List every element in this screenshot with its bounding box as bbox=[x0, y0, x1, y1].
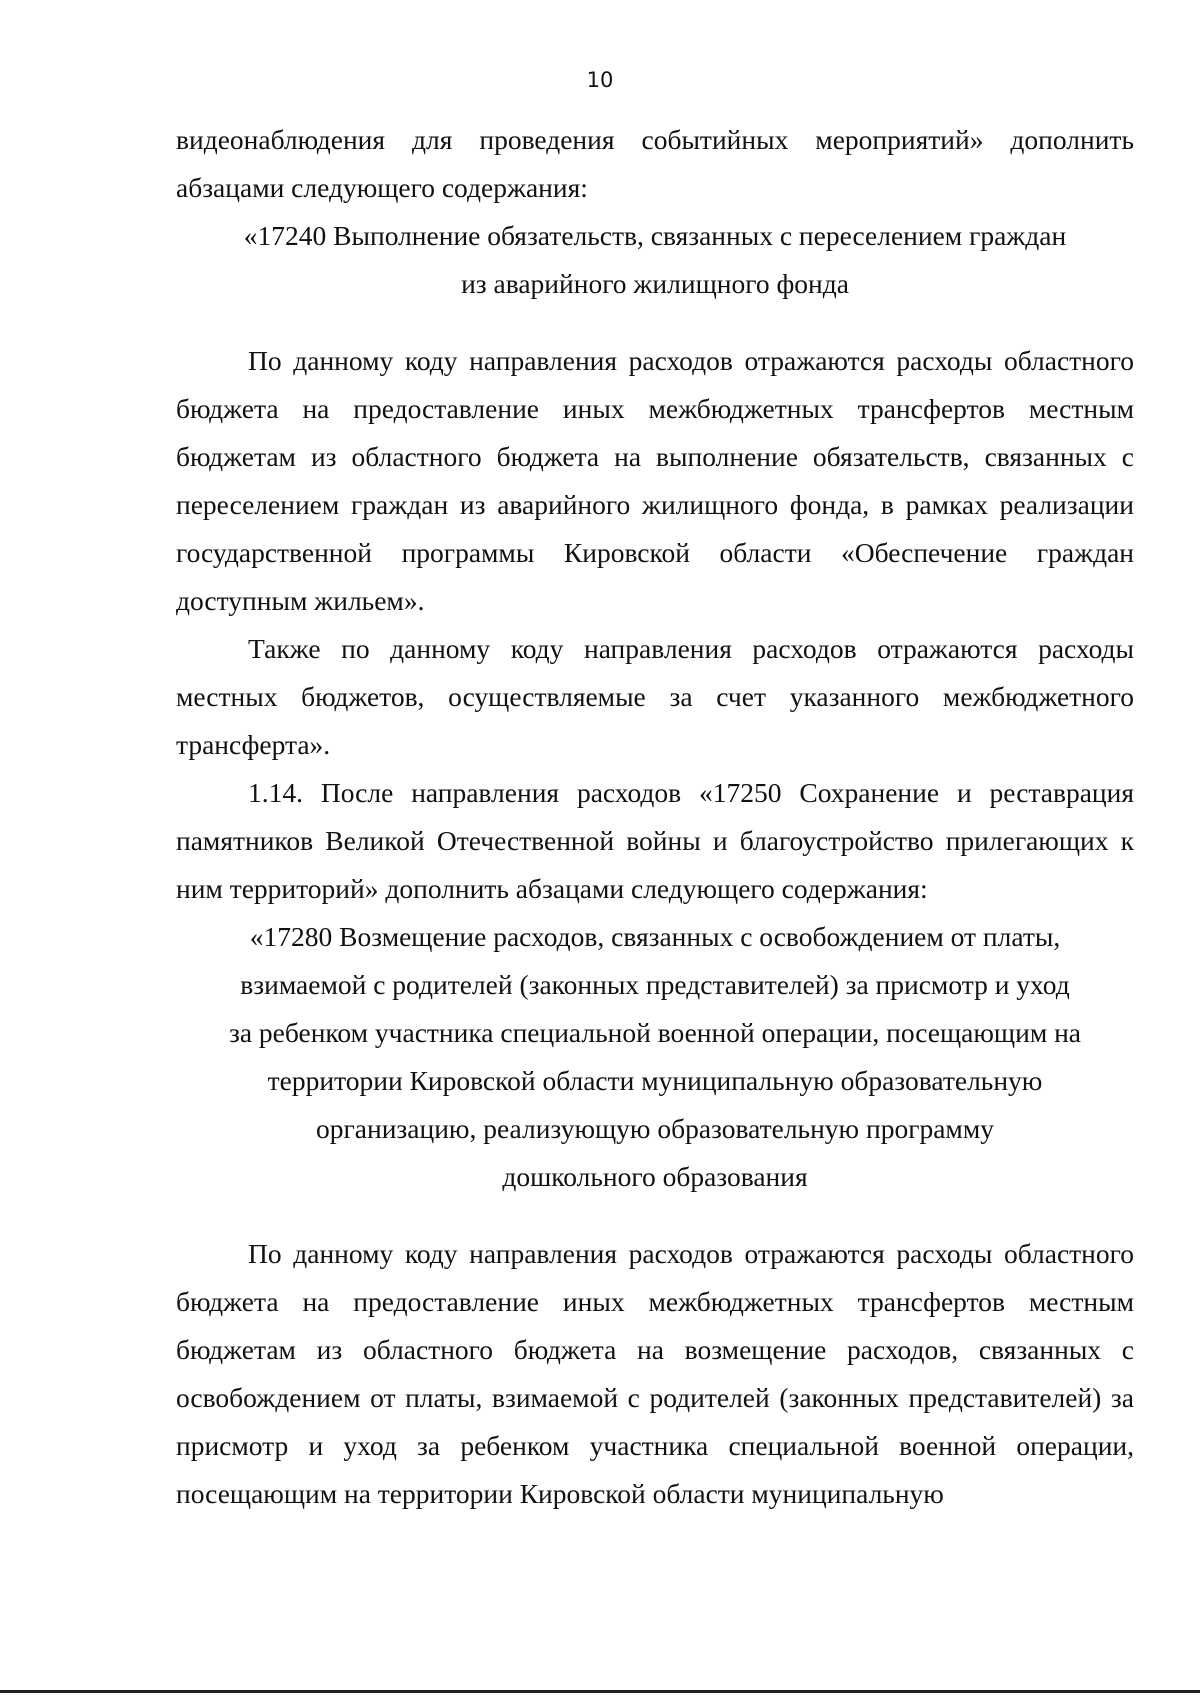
paragraph: Также по данному коду направления расходов отражаются расходы местных бюджетов, осуществляемые за счет указанного межбюджетного трансферта». bbox=[176, 633, 1134, 760]
section-heading-17280 bbox=[176, 913, 1134, 1201]
heading-line: «17280 Возмещение расходов, связанных с освобождением от платы, bbox=[249, 921, 1061, 952]
heading-line: взимаемой с родителей (законных представителей) за присмотр и уход bbox=[240, 969, 1070, 1000]
heading-line: организацию, реализующую образовательную программу bbox=[316, 1113, 994, 1144]
heading-line: территории Кировской области муниципальную образовательную bbox=[267, 1065, 1043, 1096]
section-heading-17240 bbox=[176, 212, 1134, 308]
paragraph: По данному коду направления расходов отражаются расходы областного бюджета на предоставление иных межбюджетных трансфертов местным бюджетам из областного бюджета на выполнение обязательств, связанных с переселением граждан из аварийного жилищного фонда, в рамках реализации государственной программы Кировской области «Обеспечение граждан доступным жильем». bbox=[176, 345, 1134, 616]
paragraph: 1.14. После направления расходов «17250 Сохранение и реставрация памятников Великой Отечественной войны и благоустройство прилегающих к ним территорий» дополнить абзацами следующего содержания: bbox=[176, 777, 1134, 904]
heading-line: «17240 Выполнение обязательств, связанных с переселением граждан bbox=[243, 220, 1067, 251]
heading-line: за ребенком участника специальной военной операции, посещающим на bbox=[228, 1017, 1082, 1048]
paragraph-continuation: видеонаблюдения для проведения событийных мероприятий» дополнить абзацами следующего содержания: bbox=[176, 124, 1134, 203]
scan-edge-line bbox=[0, 1690, 1200, 1693]
page-number: 10 bbox=[586, 68, 614, 92]
heading-line: из аварийного жилищного фонда bbox=[461, 268, 849, 299]
heading-line: дошкольного образования bbox=[502, 1161, 808, 1192]
paragraph: По данному коду направления расходов отражаются расходы областного бюджета на предоставление иных межбюджетных трансфертов местным бюджетам из областного бюджета на возмещение расходов, связанных с освобождением от платы, взимаемой с родителей (законных представителей) за присмотр и уход за ребенком участника специальной военной операции, посещающим на территории Кировской области муниципальную bbox=[176, 1238, 1134, 1509]
document-body bbox=[176, 116, 1134, 1518]
